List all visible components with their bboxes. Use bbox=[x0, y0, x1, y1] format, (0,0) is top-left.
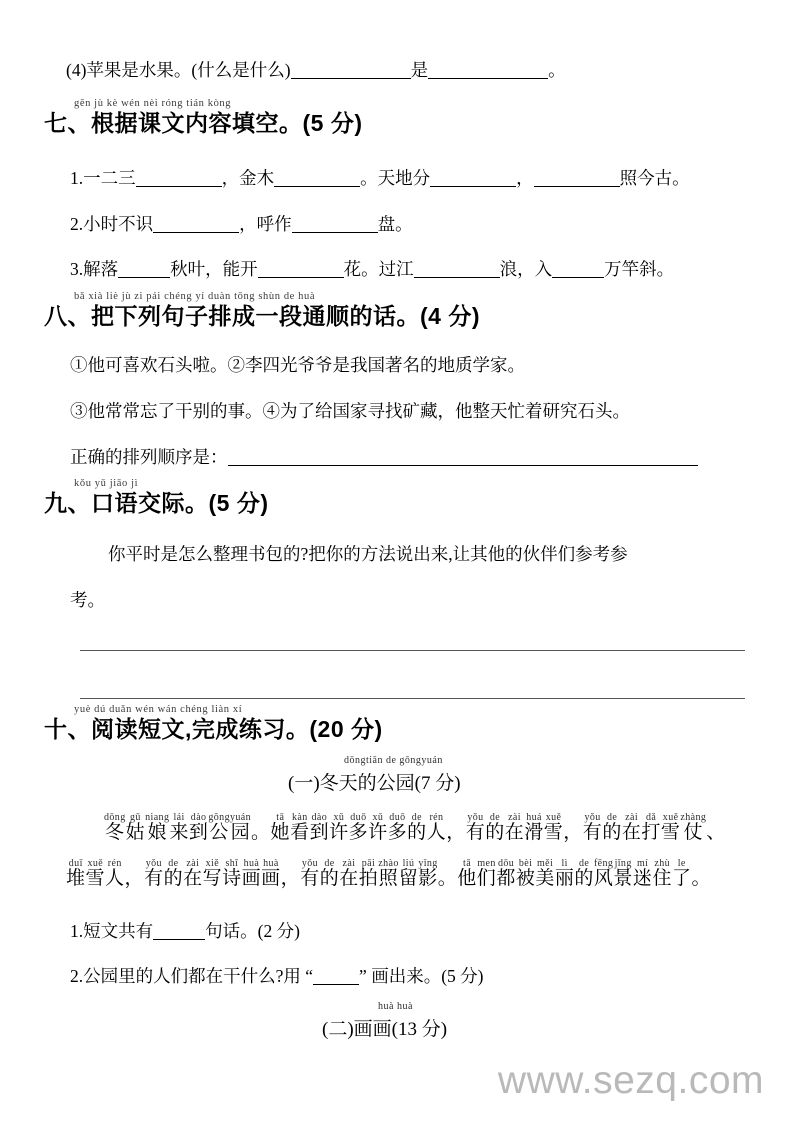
passage-char-pinyin: huà bbox=[243, 858, 260, 869]
passage-char-pinyin: měi bbox=[537, 858, 554, 869]
passage-char-glyph: 滑 bbox=[524, 822, 544, 843]
passage-char-pinyin: de bbox=[579, 858, 590, 869]
passage-char-pinyin: xuě bbox=[87, 858, 104, 869]
passage-char-pinyin: dǎ bbox=[645, 812, 657, 823]
passage-char-glyph: 。 bbox=[691, 868, 711, 889]
passage-char-pinyin: bèi bbox=[518, 858, 533, 869]
section-heading-nine bbox=[44, 478, 269, 516]
passage-char-glyph: 留 bbox=[398, 868, 419, 889]
passage-char bbox=[329, 812, 349, 843]
passage-char bbox=[574, 858, 594, 889]
section-eight-title: 把下列句子排成一段通顺的话。 bbox=[91, 303, 420, 329]
passage-char bbox=[446, 812, 466, 843]
passage-char-glyph: 照 bbox=[378, 868, 399, 889]
section-ten-score: (20 分) bbox=[309, 716, 383, 742]
answer-blank[interactable] bbox=[291, 63, 411, 79]
passage-char bbox=[706, 812, 726, 843]
passage-char bbox=[125, 858, 145, 889]
section-seven-item-2 bbox=[70, 216, 413, 234]
answer-blank[interactable] bbox=[153, 924, 205, 940]
passage-char bbox=[126, 812, 146, 843]
reading-part-two-score: (13 分) bbox=[391, 1019, 448, 1040]
passage-char-pinyin: yuán bbox=[229, 812, 252, 823]
passage-char bbox=[320, 858, 340, 889]
item-text: 短文共有 bbox=[83, 921, 154, 941]
passage-char-glyph: 雪 bbox=[660, 822, 681, 843]
passage-char-glyph: 到 bbox=[188, 822, 209, 843]
passage-char bbox=[594, 858, 614, 889]
passage-char-glyph: 的 bbox=[602, 822, 622, 843]
passage-char bbox=[613, 858, 633, 889]
passage-char bbox=[535, 858, 555, 889]
answer-prompt-label: 正确的排列顺序是： bbox=[70, 447, 228, 467]
section-nine-prompt-line-1: 你平时是怎么整理书包的?把你的方法说出来,让其他的伙伴们参考参 bbox=[108, 544, 628, 564]
passage-char-pinyin: shī bbox=[225, 858, 239, 869]
passage-char-pinyin: zài bbox=[186, 858, 200, 869]
section-seven-pinyin: gēn jù kè wén nèi róng tián kòng bbox=[74, 98, 232, 109]
passage-char-glyph: 到 bbox=[309, 822, 330, 843]
order-answer-blank[interactable] bbox=[228, 450, 698, 466]
passage-char-glyph: 写 bbox=[202, 868, 223, 889]
section-ten-number: 十、 bbox=[44, 716, 91, 742]
passage-char bbox=[86, 858, 106, 889]
passage-char-glyph: 看 bbox=[290, 822, 310, 843]
passage-char-pinyin: gū bbox=[129, 812, 141, 823]
passage-char-pinyin: dào bbox=[190, 812, 207, 823]
passage-char bbox=[505, 812, 525, 843]
passage-char bbox=[555, 858, 575, 889]
answer-blank[interactable] bbox=[274, 171, 360, 187]
passage-char-glyph: 住 bbox=[652, 868, 672, 889]
passage-char-pinyin: dōng bbox=[104, 812, 126, 823]
answer-rule-line[interactable] bbox=[80, 650, 745, 651]
passage-char-glyph: 。 bbox=[251, 822, 271, 843]
reading-part-two-heading bbox=[322, 1001, 448, 1041]
passage-char-pinyin: de bbox=[606, 812, 618, 823]
passage-char-glyph: 许 bbox=[368, 822, 388, 843]
question-4-end: 。 bbox=[548, 60, 566, 80]
passage-char-pinyin: zhàng bbox=[680, 812, 707, 823]
item-text: ，呼作 bbox=[239, 214, 292, 234]
section-seven-title: 根据课文内容填空。 bbox=[91, 110, 303, 136]
section-nine-prompt-line-2: 考。 bbox=[70, 590, 105, 610]
passage-char-glyph: 娘 bbox=[147, 822, 167, 843]
passage-char-glyph: 。 bbox=[437, 868, 458, 889]
passage-char bbox=[251, 812, 271, 843]
section-heading-seven bbox=[44, 98, 363, 136]
passage-char-pinyin: de bbox=[168, 858, 179, 869]
passage-char bbox=[310, 812, 330, 843]
passage-char bbox=[203, 858, 223, 889]
passage-char-pinyin: duō bbox=[389, 812, 406, 823]
section-nine-number: 九、 bbox=[44, 490, 91, 516]
passage-char-pinyin: rén bbox=[429, 812, 444, 823]
passage-char bbox=[104, 812, 126, 843]
passage-char-pinyin: dào bbox=[311, 812, 328, 823]
passage-char-pinyin: zài bbox=[342, 858, 356, 869]
answer-blank[interactable] bbox=[430, 171, 516, 187]
passage-char bbox=[145, 812, 169, 843]
passage-char-glyph: 风 bbox=[593, 868, 614, 889]
passage-char-pinyin: lì bbox=[561, 858, 568, 869]
passage-char bbox=[242, 858, 262, 889]
answer-blank[interactable] bbox=[258, 262, 344, 278]
reading-part-two-marker: (二) bbox=[322, 1019, 354, 1040]
answer-blank[interactable] bbox=[414, 262, 500, 278]
reading-part-two-title: 画画 bbox=[353, 1019, 392, 1040]
passage-char-pinyin: rén bbox=[107, 858, 122, 869]
item-text: ，金木 bbox=[221, 168, 275, 188]
section-seven-item-3 bbox=[70, 261, 674, 279]
passage-char-glyph: ， bbox=[446, 822, 466, 843]
passage-char-pinyin: yǒu bbox=[145, 858, 162, 869]
passage-char bbox=[563, 812, 583, 843]
passage-char-glyph: 影 bbox=[418, 868, 438, 889]
item-text: 万竿斜。 bbox=[604, 259, 675, 279]
passage-char bbox=[652, 858, 672, 889]
passage-char-glyph: 、 bbox=[706, 822, 726, 843]
passage-char-glyph: ， bbox=[280, 868, 301, 889]
passage-char-glyph: 仗 bbox=[683, 822, 704, 843]
answer-blank[interactable] bbox=[428, 63, 548, 79]
item-text: 小时不识 bbox=[83, 214, 154, 234]
passage-char-pinyin: yǒu bbox=[584, 812, 601, 823]
passage-char bbox=[368, 812, 388, 843]
passage-char-glyph: 的 bbox=[485, 822, 505, 843]
passage-char bbox=[222, 858, 242, 889]
passage-char bbox=[641, 812, 661, 843]
answer-blank[interactable] bbox=[292, 217, 378, 233]
passage-char-glyph: 在 bbox=[504, 822, 525, 843]
passage-char bbox=[349, 812, 369, 843]
passage-char-glyph: 了 bbox=[671, 868, 692, 889]
passage-char-pinyin: mí bbox=[637, 858, 649, 869]
passage-char-glyph: 美 bbox=[535, 868, 555, 889]
passage-char-glyph: 有 bbox=[465, 822, 486, 843]
passage-char-pinyin: de bbox=[324, 858, 335, 869]
item-text: 秋叶，能开 bbox=[170, 259, 258, 279]
passage-char-glyph: 们 bbox=[476, 868, 497, 889]
answer-blank[interactable] bbox=[534, 171, 620, 187]
passage-char-pinyin: zhào bbox=[378, 858, 399, 869]
passage-char-pinyin: yǐng bbox=[418, 858, 438, 869]
passage-char-glyph: 许 bbox=[329, 822, 349, 843]
passage-char bbox=[418, 858, 438, 889]
passage-char-glyph: 园 bbox=[230, 822, 251, 843]
passage-char-glyph: 打 bbox=[641, 822, 661, 843]
passage-char-glyph: 迷 bbox=[632, 868, 653, 889]
passage-char-glyph: 人 bbox=[426, 822, 447, 843]
reading-part-one-marker: (一) bbox=[288, 773, 320, 794]
passage-char-glyph: 的 bbox=[574, 868, 594, 889]
passage-char bbox=[427, 812, 447, 843]
item-label: 2. bbox=[70, 966, 84, 986]
passage-char-glyph: 拍 bbox=[358, 868, 379, 889]
passage-char-glyph: ， bbox=[563, 822, 583, 843]
item-label: 1. bbox=[70, 168, 84, 188]
passage-char-pinyin: xiě bbox=[205, 858, 220, 869]
answer-rule-line[interactable] bbox=[80, 698, 745, 699]
passage-char-glyph: 堆 bbox=[66, 868, 86, 889]
passage-char bbox=[466, 812, 486, 843]
passage-char bbox=[105, 858, 125, 889]
passage-char bbox=[189, 812, 209, 843]
passage-char bbox=[407, 812, 427, 843]
section-ten-title: 阅读短文,完成练习。 bbox=[91, 716, 310, 742]
item-text: 。天地分 bbox=[360, 168, 431, 188]
section-eight-pinyin: bǎ xià liè jù zi pái chéng yí duàn tōng shùn de huà bbox=[74, 291, 316, 302]
passage-char-glyph: 画 bbox=[261, 868, 281, 889]
passage-char-pinyin: duī bbox=[68, 858, 83, 869]
reading-passage-line-2 bbox=[66, 858, 711, 889]
passage-char-glyph: 她 bbox=[270, 822, 291, 843]
item-text: 句话。 bbox=[205, 921, 258, 941]
passage-char bbox=[516, 858, 536, 889]
passage-char bbox=[680, 812, 706, 843]
section-nine-pinyin: kǒu yǔ jiāo jì bbox=[74, 478, 139, 489]
section-nine-title: 口语交际。 bbox=[91, 490, 209, 516]
passage-char-pinyin: le bbox=[677, 858, 686, 869]
passage-char-glyph: 有 bbox=[582, 822, 603, 843]
passage-char bbox=[281, 858, 301, 889]
section-eight-score: (4 分) bbox=[420, 303, 480, 329]
passage-char-pinyin: tā bbox=[276, 812, 285, 823]
passage-char-pinyin: kàn bbox=[292, 812, 308, 823]
passage-char bbox=[485, 812, 505, 843]
passage-char-glyph: 有 bbox=[300, 868, 320, 889]
section-seven-score: (5 分) bbox=[302, 110, 363, 136]
section-eight-sentences-line-1: ①他可喜欢石头啦。②李四光爷爷是我国著名的地质学家。 bbox=[70, 355, 525, 375]
passage-char bbox=[399, 858, 419, 889]
passage-char-glyph: 在 bbox=[183, 868, 203, 889]
item-label: 3. bbox=[70, 259, 84, 279]
passage-char-pinyin: xǔ bbox=[333, 812, 345, 823]
passage-char-glyph: 姑 bbox=[125, 822, 146, 843]
question-4-row bbox=[66, 62, 566, 80]
passage-char-pinyin: xǔ bbox=[372, 812, 384, 823]
site-watermark: www.sezq.com bbox=[497, 1059, 764, 1102]
passage-char-pinyin: liú bbox=[402, 858, 415, 869]
passage-char-glyph: 人 bbox=[105, 868, 125, 889]
reading-part-one-heading bbox=[288, 755, 461, 795]
passage-char-glyph: 冬 bbox=[105, 822, 125, 843]
passage-char-pinyin: xuě bbox=[662, 812, 679, 823]
passage-char bbox=[622, 812, 642, 843]
passage-char bbox=[144, 858, 164, 889]
passage-char bbox=[164, 858, 184, 889]
answer-blank[interactable] bbox=[313, 969, 359, 985]
item-text: ” 画出来。 bbox=[359, 966, 442, 986]
passage-char-pinyin: men bbox=[477, 858, 496, 869]
passage-char-glyph: 的 bbox=[407, 822, 427, 843]
passage-char-pinyin: zài bbox=[625, 812, 639, 823]
passage-char-glyph: 有 bbox=[144, 868, 164, 889]
passage-char bbox=[691, 858, 711, 889]
passage-char bbox=[300, 858, 320, 889]
passage-char-pinyin: gōng bbox=[208, 812, 230, 823]
passage-char-glyph: 画 bbox=[241, 868, 262, 889]
passage-char-pinyin: yǒu bbox=[301, 858, 319, 869]
item-label: 2. bbox=[70, 214, 84, 234]
passage-char-pinyin: tā bbox=[463, 858, 472, 869]
passage-char bbox=[290, 812, 310, 843]
question-4-text: 苹果是水果。(什么是什么) bbox=[86, 60, 291, 80]
reading-question-1 bbox=[70, 923, 300, 941]
passage-char-pinyin: huà bbox=[263, 858, 279, 869]
section-heading-eight bbox=[44, 291, 480, 329]
passage-char-glyph: 公 bbox=[209, 822, 229, 843]
passage-char-pinyin: duō bbox=[350, 812, 367, 823]
item-score: (5 分) bbox=[441, 966, 484, 986]
passage-char-pinyin: pāi bbox=[361, 858, 376, 869]
passage-char-glyph: 都 bbox=[496, 868, 516, 889]
passage-char-pinyin: de bbox=[411, 812, 423, 823]
reading-passage-line-1 bbox=[104, 812, 726, 843]
passage-char bbox=[544, 812, 564, 843]
passage-char bbox=[388, 812, 408, 843]
passage-char bbox=[633, 858, 653, 889]
section-eight-sentences-line-2: ③他常常忘了干别的事。④为了给国家寻找矿藏，他整天忙着研究石头。 bbox=[70, 401, 630, 421]
item-text: 花。过江 bbox=[343, 259, 414, 279]
reading-part-one-score: (7 分) bbox=[414, 773, 461, 794]
passage-char bbox=[672, 858, 692, 889]
item-text: 一二三 bbox=[83, 168, 136, 188]
passage-char bbox=[208, 812, 230, 843]
section-eight-answer-row bbox=[70, 449, 698, 467]
passage-char-glyph: 的 bbox=[319, 868, 340, 889]
item-text: 盘。 bbox=[377, 214, 413, 234]
passage-char bbox=[457, 858, 477, 889]
passage-char-pinyin: de bbox=[489, 812, 501, 823]
passage-char bbox=[438, 858, 458, 889]
reading-part-two-title-pinyin: huà huà bbox=[378, 1001, 413, 1012]
item-text: 照今古。 bbox=[619, 168, 690, 188]
answer-blank[interactable] bbox=[552, 262, 604, 278]
item-text: 浪，入 bbox=[499, 259, 553, 279]
reading-question-2 bbox=[70, 968, 483, 986]
passage-char-glyph: 诗 bbox=[222, 868, 242, 889]
item-text: 公园里的人们都在干什么?用 “ bbox=[83, 966, 314, 986]
passage-char-pinyin: jǐng bbox=[614, 858, 632, 869]
passage-char-glyph: 多 bbox=[348, 822, 369, 843]
passage-char bbox=[169, 812, 189, 843]
item-text: 解落 bbox=[83, 259, 119, 279]
reading-part-one-title: 冬天的公园 bbox=[319, 773, 415, 794]
item-score: (2 分) bbox=[257, 921, 300, 941]
passage-char-glyph: 在 bbox=[339, 868, 359, 889]
passage-char-glyph: 雪 bbox=[543, 822, 564, 843]
question-4-number: (4) bbox=[66, 60, 87, 80]
passage-char-glyph: 丽 bbox=[554, 868, 575, 889]
answer-blank[interactable] bbox=[136, 171, 222, 187]
passage-char-glyph: 他 bbox=[457, 868, 477, 889]
passage-char-pinyin: yǒu bbox=[467, 812, 484, 823]
reading-part-one-title-pinyin: dōngtiān de gōngyuán bbox=[344, 755, 443, 766]
passage-char-pinyin: xuě bbox=[545, 812, 562, 823]
passage-char bbox=[378, 858, 398, 889]
passage-char-pinyin: zài bbox=[508, 812, 521, 823]
section-eight-number: 八、 bbox=[44, 303, 91, 329]
passage-char bbox=[339, 858, 359, 889]
passage-char bbox=[359, 858, 379, 889]
passage-char bbox=[477, 858, 497, 889]
item-label: 1. bbox=[70, 921, 84, 941]
passage-char bbox=[583, 812, 603, 843]
section-seven-item-1 bbox=[70, 170, 690, 188]
passage-char bbox=[230, 812, 251, 843]
section-ten-pinyin: yuè dú duǎn wén wán chéng liàn xí bbox=[74, 704, 243, 715]
passage-char-pinyin: zhù bbox=[654, 858, 671, 869]
section-seven-number: 七、 bbox=[44, 110, 91, 136]
passage-char-glyph: 多 bbox=[387, 822, 408, 843]
passage-char-pinyin: niang bbox=[145, 812, 170, 823]
passage-char-glyph: ， bbox=[124, 868, 145, 889]
item-text: ， bbox=[516, 168, 534, 188]
section-nine-score: (5 分) bbox=[208, 490, 269, 516]
passage-char-glyph: 被 bbox=[515, 868, 536, 889]
passage-char-glyph: 在 bbox=[621, 822, 642, 843]
passage-char bbox=[66, 858, 86, 889]
passage-char bbox=[524, 812, 544, 843]
passage-char bbox=[183, 858, 203, 889]
passage-char-pinyin: dōu bbox=[497, 858, 515, 869]
answer-blank[interactable] bbox=[153, 217, 239, 233]
passage-char bbox=[661, 812, 681, 843]
passage-char bbox=[496, 858, 516, 889]
passage-char-pinyin: fēng bbox=[593, 858, 614, 869]
passage-char bbox=[602, 812, 622, 843]
passage-char-pinyin: lái bbox=[173, 812, 185, 823]
section-heading-ten bbox=[44, 704, 383, 742]
passage-char-glyph: 的 bbox=[163, 868, 184, 889]
passage-char-glyph: 雪 bbox=[85, 868, 106, 889]
question-4-mid: 是 bbox=[410, 60, 429, 80]
passage-char bbox=[261, 858, 281, 889]
passage-char-glyph: 景 bbox=[613, 868, 633, 889]
passage-char-pinyin: huá bbox=[526, 812, 542, 823]
passage-char bbox=[271, 812, 291, 843]
answer-blank[interactable] bbox=[118, 262, 170, 278]
passage-char-glyph: 来 bbox=[169, 822, 189, 843]
